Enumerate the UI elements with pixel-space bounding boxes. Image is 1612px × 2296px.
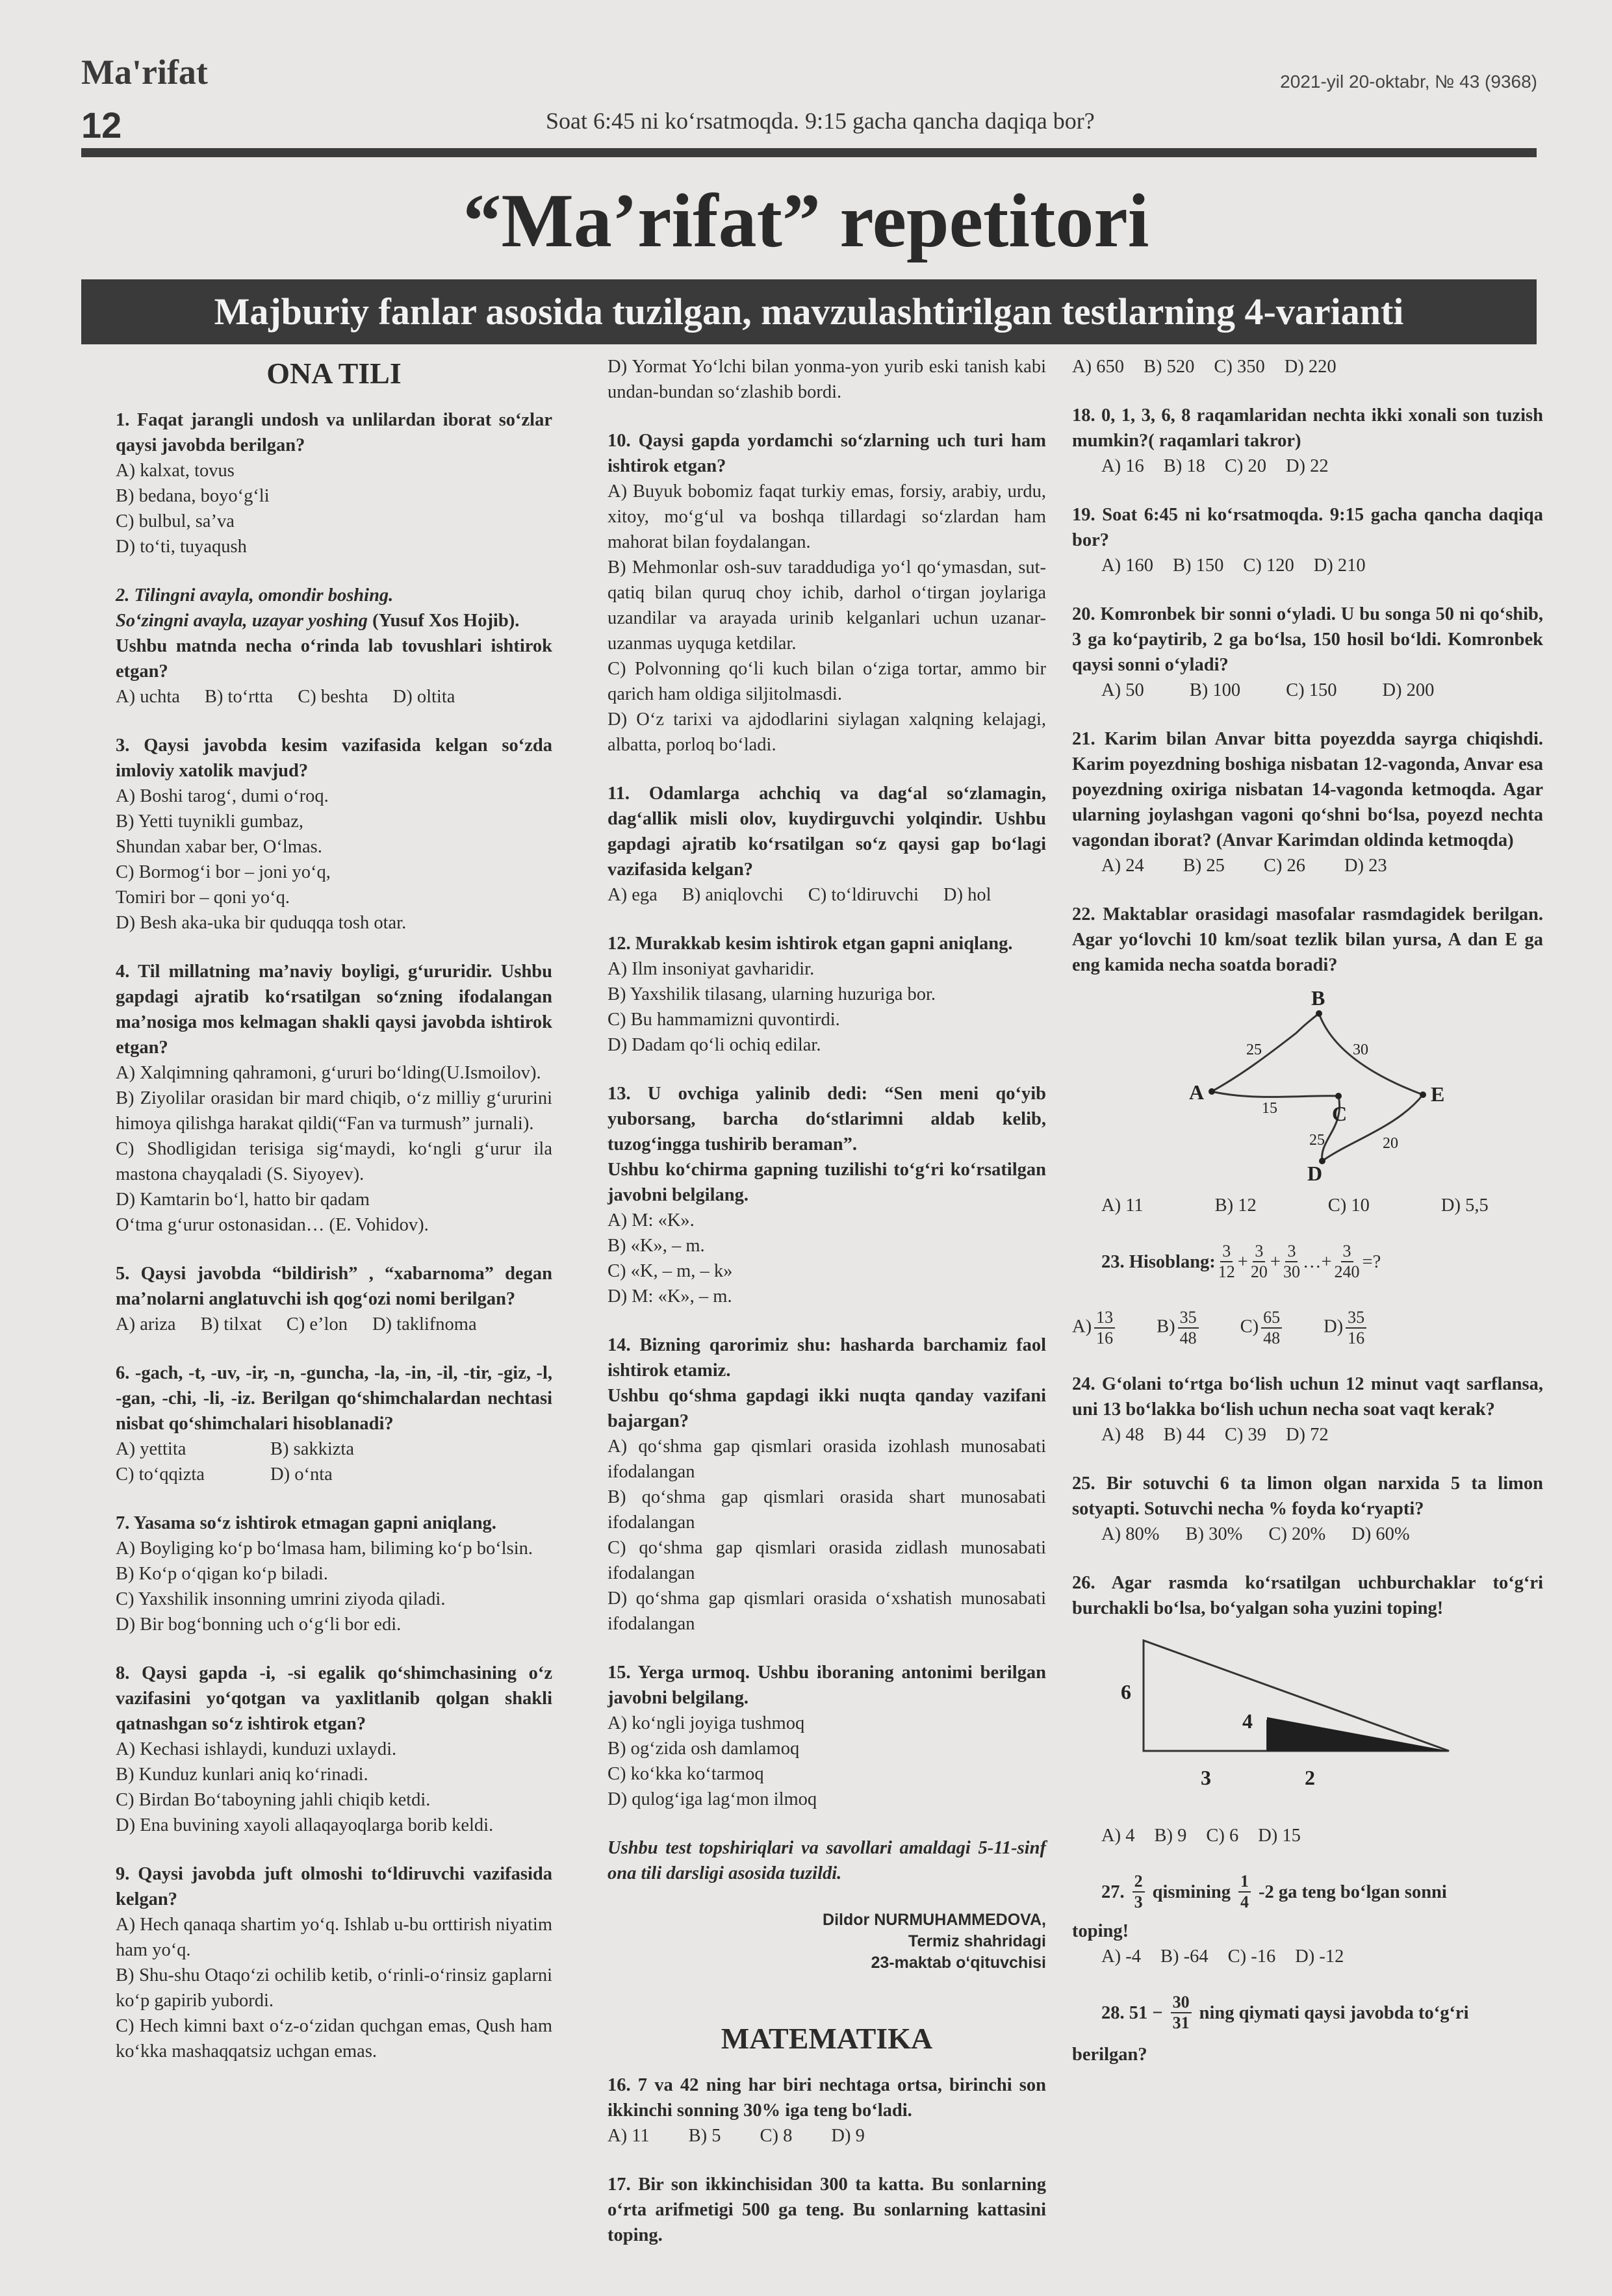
label-c: C xyxy=(1332,1102,1348,1125)
option-c: C) Hech kimni baxt o‘z-o‘zidan quchgan emas, Qush ham ko‘kka mashaqqatsiz uchgan emas. xyxy=(116,2016,552,2061)
question-8 xyxy=(116,1661,552,1838)
option-d: D) M: «K», – m. xyxy=(608,1286,732,1307)
option-b: B) 9 xyxy=(1154,1826,1187,1846)
option-a: A) ko‘ngli joyiga tushmoq xyxy=(608,1713,805,1733)
option-d: D) Yormat Yo‘lchi bilan yonma-yon yurib eski tanish kabi undan-bundan so‘zlashib bordi. xyxy=(608,357,1046,402)
option-a xyxy=(1072,1308,1118,1348)
option-b: B) Shu-shu Otaqo‘zi ochilib ketib, o‘rinli-o‘rinsiz gaplarni ko‘p gapirib yubordi. xyxy=(116,1965,552,2011)
denominator: 240 xyxy=(1334,1262,1360,1281)
author-job: 23-maktab o‘qituvchisi xyxy=(871,1954,1046,1972)
question-text: 3. Qaysi javobda kesim vazifasida kelgan so‘zda imloviy xatolik mavjud? xyxy=(116,735,552,781)
option-d: D) 210 xyxy=(1313,555,1366,576)
question-23 xyxy=(1072,1242,1543,1348)
denominator: 20 xyxy=(1250,1262,1268,1281)
option-b: B) 520 xyxy=(1143,357,1195,377)
option-letter: B) xyxy=(1157,1316,1175,1337)
numerator: 35 xyxy=(1178,1308,1199,1329)
question-16 xyxy=(608,2073,1046,2149)
question-20 xyxy=(1072,602,1543,703)
question-28 xyxy=(1072,1993,1543,2067)
option-b: B) Yaxshilik tilasang, ularning huzuriga bor. xyxy=(608,984,936,1004)
question-text: 12. Murakkab kesim ishtirok etgan gapni aniqlang. xyxy=(608,934,1013,954)
option-a: A) ega xyxy=(608,885,658,905)
option-a: A) qo‘shma gap qismlari orasida izohlash munosabati ifodalangan xyxy=(608,1436,1046,1482)
fraction xyxy=(1094,1308,1115,1348)
option-b: B) Mehmonlar osh-suv taraddudiga yo‘l qo‘ymasdan, sut-qatiq bilan quruq choy ichib, darhol o‘tirgan joylariga uzandilar va arayada urinib kelganlari uchun uzanar-uzanmas uyquga ketdilar. xyxy=(608,557,1046,654)
option-d: D) 23 xyxy=(1344,856,1387,876)
question-text: 1. Faqat jarangli undosh va unlilardan iborat so‘zlar qaysi javobda berilgan? xyxy=(116,410,552,455)
option-a: A) Boshi tarog‘, dumi o‘roq. xyxy=(116,786,329,806)
option-c: C) e’lon xyxy=(286,1314,348,1334)
denominator: 30 xyxy=(1283,1262,1300,1281)
side-label-4: 4 xyxy=(1242,1709,1253,1733)
question-4 xyxy=(116,959,552,1238)
option-b: B) 100 xyxy=(1189,680,1241,700)
question-text: 10. Qaysi gapda yordamchi so‘zlarning uch turi ham ishtirok etgan? xyxy=(608,431,1046,476)
question-label: 23. Hisoblang: xyxy=(1101,1251,1216,1272)
edge-ac xyxy=(1212,1091,1338,1097)
option-b: B) Yetti tuynikli gumbaz, xyxy=(116,811,303,832)
question-25 xyxy=(1072,1471,1543,1547)
question-text: 17. Bir son ikkinchisidan 300 ta katta. Bu sonlarning o‘rta arifmetigi 500 ga teng. Bu sonlarning kattasini toping. xyxy=(608,2175,1046,2245)
question-10 xyxy=(608,428,1046,758)
question-text: 13. U ovchiga yalinib dedi: “Sen meni qo‘yib yuborsang, barcha do‘stlarimni aldab kelib, tuzog‘ingga tushirib beraman”. xyxy=(608,1084,1046,1154)
option-c: C) 150 xyxy=(1286,680,1337,700)
fraction xyxy=(1238,1872,1251,1912)
option-d: D) 22 xyxy=(1285,456,1329,476)
question-text: 16. 7 va 42 ning har biri nechtaga ortsa, birinchi son ikkinchi sonning 30% iga teng bo‘ladi. xyxy=(608,2075,1046,2121)
question-26 xyxy=(1072,1570,1543,1848)
denominator: 4 xyxy=(1240,1893,1249,1911)
denominator: 48 xyxy=(1179,1329,1197,1347)
options-row xyxy=(1072,553,1543,578)
option-a: A) Hech qanaqa shartim yo‘q. Ishlab u-bu orttirish niyatim ham yo‘q. xyxy=(116,1915,552,1960)
question-text: 21. Karim bilan Anvar bitta poyezdda sayrga chiqishdi. Karim poyezdning boshiga nisbatan 12-vagonda, Anvar esa poyezdning oxiriga nisbatan 14-vagonda ketmoqda. Agar ularning joylashgan vagoni qo‘shni bo‘lsa, poyezd nechta vagondan iborat? (Anvar Karimdan oldinda ketmoqda) xyxy=(1072,729,1543,850)
denominator: 16 xyxy=(1096,1329,1114,1347)
running-head: Soat 6:45 ni ko‘rsatmoqda. 9:15 gacha qancha daqiqa bor? xyxy=(546,108,1095,134)
option-d: D) 220 xyxy=(1284,357,1337,377)
options-row xyxy=(1072,1944,1543,1969)
numerator: 13 xyxy=(1094,1308,1115,1329)
question-text: (Yusuf Xos Hojib). xyxy=(372,611,520,631)
author-place: Termiz shahridagi xyxy=(908,1932,1046,1950)
question-2 xyxy=(116,583,552,709)
option-b: B) Ziyolilar orasidan bir mard chiqib, o‘z milliy g‘ururini himoya qilishga harakat qildi(“Fan va turmush” jurnali). xyxy=(116,1088,552,1134)
question-text: 7. Yasama so‘z ishtirok etmagan gapni aniqlang. xyxy=(116,1513,496,1533)
weight-de: 20 xyxy=(1383,1135,1398,1152)
numerator: 35 xyxy=(1346,1308,1366,1329)
weight-be: 30 xyxy=(1353,1041,1368,1058)
option-d: D) 15 xyxy=(1258,1826,1301,1846)
label-a: A xyxy=(1189,1080,1205,1104)
option-d: D) Kamtarin bo‘l, hatto bir qadam xyxy=(116,1190,370,1210)
question-number: 27. xyxy=(1101,1881,1125,1902)
source-note: Ushbu test topshiriqlari va savollari amaldagi 5-11-sinf ona tili darsligi asosida tuzildi. xyxy=(608,1838,1046,1883)
option-c: C) 39 xyxy=(1224,1425,1266,1445)
triangle-figure xyxy=(1072,1621,1543,1816)
question-18 xyxy=(1072,403,1543,479)
option-c: C) Shodligidan terisiga sig‘maydi, ko‘ngli g‘urur ila mastona chayqaladi (S. Siyoyev). xyxy=(116,1139,552,1184)
option-a: A) 11 xyxy=(608,2126,650,2146)
question-14 xyxy=(608,1333,1046,1637)
column-1 xyxy=(116,354,552,2087)
question-text: 23. Hisoblang: $\frac{3}{12}$ + $\frac{3}{20}$ + $\frac{3}{30}$ …+ $\frac{3}{240}$ =? xyxy=(1101,1242,1381,1281)
option-c: C) Polvonning qo‘li kuch bilan o‘ziga tortar, ammo bir qarich ham oldiga siljitolmasdi. xyxy=(608,659,1046,704)
question-19 xyxy=(1072,502,1543,578)
option-c: C) 8 xyxy=(760,2126,793,2146)
question-text-part: qismining xyxy=(1152,1881,1231,1902)
option-d: D) o‘nta xyxy=(270,1464,333,1485)
question-1 xyxy=(116,407,552,559)
edge-ab xyxy=(1212,1014,1319,1091)
option-a: A) Xalqimning qahramoni, g‘ururi bo‘lding(U.Ismoilov). xyxy=(116,1063,541,1083)
option-letter: A) xyxy=(1072,1316,1092,1337)
question-text: 18. 0, 1, 3, 6, 8 raqamlaridan nechta ikki xonali son tuzish mumkin?( raqamlari takror) xyxy=(1072,405,1543,451)
option-b: B) 44 xyxy=(1163,1425,1205,1445)
option-b: B) bedana, boyo‘g‘li xyxy=(116,486,270,506)
options-row xyxy=(1072,1522,1543,1547)
option-d: D) 60% xyxy=(1351,1524,1410,1544)
question-text-part: toping! xyxy=(1072,1921,1129,1941)
option-d: D) hol xyxy=(943,885,992,905)
question-text: 26. Agar rasmda ko‘rsatilgan uchburchaklar to‘g‘ri burchakli bo‘lsa, bo‘yalgan soha yuzini toping! xyxy=(1072,1573,1543,1618)
option-d: D) Besh aka-uka bir quduqqa tosh otar. xyxy=(116,913,407,933)
option-a: A) 50 xyxy=(1101,680,1144,700)
option-a: A) 160 xyxy=(1101,555,1153,576)
option-b: B) to‘rtta xyxy=(204,687,274,707)
fraction xyxy=(1132,1872,1145,1912)
option-c xyxy=(1240,1308,1285,1348)
question-text: 19. Soat 6:45 ni ko‘rsatmoqda. 9:15 gacha qancha daqiqa bor? xyxy=(1072,505,1543,550)
question-text-part: ning qiymati qaysi javobda to‘g‘ri xyxy=(1199,2002,1469,2023)
option-letter: D) xyxy=(1324,1316,1344,1337)
numerator: 1 xyxy=(1238,1872,1251,1893)
option-letter: C) xyxy=(1240,1316,1259,1337)
options-row xyxy=(1072,1823,1543,1848)
question-5 xyxy=(116,1261,552,1337)
options-row xyxy=(1072,678,1543,703)
option-c: C) 20 xyxy=(1224,456,1266,476)
numerator: 2 xyxy=(1132,1872,1145,1893)
options-row xyxy=(608,2123,1046,2149)
option-b: B) 150 xyxy=(1172,555,1224,576)
numerator: 3 xyxy=(1220,1242,1233,1262)
author-name: Dildor NURMUHAMMEDOVA, xyxy=(823,1911,1046,1929)
question-15 xyxy=(608,1660,1046,1812)
numerator: 65 xyxy=(1261,1308,1282,1329)
question-text: 2. Tilingni avayla, omondir boshing. xyxy=(116,585,394,606)
denominator: 31 xyxy=(1172,2013,1190,2032)
question-text: 6. -gach, -t, -uv, -ir, -n, -guncha, -la, -in, -il, -tir, -giz, -l, -gan, -chi, -li, -iz. Berilgan qo‘shimchalardan nechtasi nisbat qo‘shimchalari hisoblanadi? xyxy=(116,1363,552,1434)
fraction xyxy=(1251,1242,1268,1282)
question-17-options xyxy=(1072,354,1543,379)
weight-ac: 15 xyxy=(1262,1100,1277,1117)
column-3 xyxy=(1072,354,1543,2091)
option-d: D) taklifnoma xyxy=(372,1314,477,1334)
option-a: A) kalxat, tovus xyxy=(116,461,235,481)
denominator: 3 xyxy=(1134,1893,1143,1911)
node-e xyxy=(1420,1091,1426,1098)
option-b: B) 18 xyxy=(1163,456,1205,476)
question-text: Ushbu matnda necha o‘rinda lab tovushlari ishtirok etgan? xyxy=(116,636,552,682)
option-b: B) 30% xyxy=(1185,1524,1243,1544)
option-d: D) 9 xyxy=(831,2126,865,2146)
option-d: D) oltita xyxy=(392,687,455,707)
option-d: D) 5,5 xyxy=(1440,1195,1489,1216)
question-text: 14. Bizning qarorimiz shu: hasharda barchamiz faol ishtirok etamiz. xyxy=(608,1335,1046,1381)
option-a: A) Ilm insoniyat gavharidir. xyxy=(608,959,815,979)
option-b: B) -64 xyxy=(1160,1946,1209,1967)
issue-date: 2021-yil 20-oktabr, № 43 (9368) xyxy=(1280,71,1537,92)
option-c: C) 120 xyxy=(1243,555,1294,576)
option-a: A) 650 xyxy=(1072,357,1124,377)
option-d: D) Bir bog‘bonning uch o‘g‘li bor edi. xyxy=(116,1614,402,1635)
fraction xyxy=(1335,1242,1360,1282)
node-a xyxy=(1209,1088,1215,1095)
denominator: 12 xyxy=(1218,1262,1235,1281)
question-13 xyxy=(608,1081,1046,1309)
option-a: A) 16 xyxy=(1101,456,1144,476)
option-d: D) O‘z tarixi va ajdodlarini siylagan xalqning kelajagi, albatta, porloq bo‘ladi. xyxy=(608,709,1046,755)
option-c: C) bulbul, sa’va xyxy=(116,511,235,531)
fraction xyxy=(1171,1993,1192,2033)
question-24 xyxy=(1072,1371,1543,1448)
option-a: A) -4 xyxy=(1101,1946,1141,1967)
option-c: C) 350 xyxy=(1214,357,1265,377)
question-12 xyxy=(608,931,1046,1058)
option-a: A) 48 xyxy=(1101,1425,1144,1445)
section-banner: Majburiy fanlar asosida tuzilgan, mavzulashtirilgan testlarning 4-varianti xyxy=(81,279,1537,344)
matematika-heading: MATEMATIKA xyxy=(721,2022,933,2055)
fraction xyxy=(1283,1242,1300,1282)
weight-cd: 25 xyxy=(1309,1132,1325,1149)
option-b: B) Ko‘p o‘qigan ko‘p biladi. xyxy=(116,1564,328,1584)
option-c: C) 6 xyxy=(1206,1826,1239,1846)
option-d: D) Ena buvining xayoli allaqayoqlarga borib keldi. xyxy=(116,1815,494,1835)
question-text xyxy=(1072,1993,1543,2033)
option-c: C) qo‘shma gap qismlari orasida zidlash munosabati ifodalangan xyxy=(608,1538,1046,1583)
option-c: C) -16 xyxy=(1227,1946,1276,1967)
header-rule xyxy=(81,148,1537,157)
option-a: A) 24 xyxy=(1101,856,1144,876)
question-text xyxy=(1072,1872,1543,1912)
label-d: D xyxy=(1307,1162,1323,1185)
question-text: Ushbu ko‘chirma gapning tuzilishi to‘g‘ri ko‘rsatilgan javobni belgilang. xyxy=(608,1160,1046,1205)
question-22 xyxy=(1072,902,1543,1218)
option-a: A) Boyliging ko‘p bo‘lmasa ham, biliming ko‘p bo‘lsin. xyxy=(116,1538,533,1559)
question-21 xyxy=(1072,726,1543,878)
option-c: C) to‘ldiruvchi xyxy=(808,885,919,905)
option-b xyxy=(1157,1308,1201,1348)
options-row xyxy=(1072,453,1543,479)
option-c: C) Birdan Bo‘taboyning jahli chiqib ketdi. xyxy=(116,1790,431,1810)
option-a: A) uchta xyxy=(116,687,180,707)
option-b: B) aniqlovchi xyxy=(682,885,784,905)
option-b: B) og‘zida osh damlamoq xyxy=(608,1739,800,1759)
fraction xyxy=(1218,1242,1235,1282)
question-text: 9. Qaysi javobda juft olmoshi to‘ldiruvchi vazifasida kelgan? xyxy=(116,1864,552,1909)
option-a: A) 4 xyxy=(1101,1826,1135,1846)
option-b: B) sakkizta xyxy=(270,1439,355,1459)
option-d-line2: O‘tma g‘urur ostonasidan… (E. Vohidov). xyxy=(116,1215,429,1235)
numerator: 3 xyxy=(1253,1242,1265,1262)
option-c: C) to‘qqizta xyxy=(116,1464,205,1485)
weight-ab: 25 xyxy=(1246,1041,1262,1058)
distance-graph xyxy=(1072,978,1543,1186)
masthead-logo: Ma'rifat xyxy=(81,53,208,92)
option-a: A) Kechasi ishlaydi, kunduzi uxlaydi. xyxy=(116,1739,397,1759)
edge-be xyxy=(1319,1014,1423,1095)
question-text: 20. Komronbek bir sonni o‘yladi. U bu songa 50 ni qo‘shib, 3 ga ko‘paytirib, 2 ga bo‘lsa, 150 hosil bo‘ldi. Komronbek qaysi sonni o‘yladi? xyxy=(1072,604,1543,675)
option-d: D) qo‘shma gap qismlari orasida o‘xshatish munosabati ifodalangan xyxy=(608,1588,1046,1634)
option-c: C) «K, – m, – k» xyxy=(608,1261,733,1281)
options-row xyxy=(116,684,552,709)
option-a: A) 11 xyxy=(1101,1195,1144,1216)
option-c: C) beshta xyxy=(298,687,368,707)
options-row xyxy=(116,1312,552,1337)
options-row xyxy=(116,1436,552,1462)
option-d: D) qulog‘iga lag‘mon ilmoq xyxy=(608,1789,817,1809)
question-6 xyxy=(116,1360,552,1487)
ona-tili-heading: ONA TILI xyxy=(266,357,402,390)
option-c-line2: Tomiri bor – qoni yo‘q. xyxy=(116,887,290,908)
fraction xyxy=(1178,1308,1199,1348)
fraction xyxy=(1346,1308,1366,1348)
question-7 xyxy=(116,1511,552,1637)
question-text: 11. Odamlarga achchiq va dag‘al so‘zlamagin, dag‘allik misli olov, kuydirguvchi yolqindir. Ushbu gapdagi ajratib ko‘rsatilgan so‘z qaysi gap bo‘lagi vazifasida kelgan? xyxy=(608,784,1046,880)
options-row xyxy=(1072,1422,1543,1448)
node-c xyxy=(1335,1093,1342,1099)
page-title: “Ma’rifat” repetitori xyxy=(463,178,1149,263)
numerator: 3 xyxy=(1341,1242,1353,1262)
option-b: B) Kunduz kunlari aniq ko‘rinadi. xyxy=(116,1765,368,1785)
question-text-part: berilgan? xyxy=(1072,2045,1147,2065)
question-17 xyxy=(608,2172,1046,2248)
question-27 xyxy=(1072,1872,1543,1969)
question-3 xyxy=(116,733,552,936)
option-d: D) -12 xyxy=(1295,1946,1344,1967)
option-c: C) Yaxshilik insonning umrini ziyoda qiladi. xyxy=(116,1589,446,1609)
option-a: A) ariza xyxy=(116,1314,176,1334)
option-c: C) 20% xyxy=(1268,1524,1326,1544)
page-number: 12 xyxy=(81,105,122,146)
question-text: 8. Qaysi gapda -i, -si egalik qo‘shimchasining o‘z vazifasini yo‘qotgan va yaxlitlanib qolgan shakli qatnashgan so‘z ishtirok etgan? xyxy=(116,1663,552,1734)
question-11 xyxy=(608,781,1046,908)
question-text: 22. Maktablar orasidagi masofalar rasmdagidek berilgan. Agar yo‘lovchi 10 km/soat tezlik bilan yursa, A dan E ga eng kamida necha soatda boradi? xyxy=(1072,904,1543,975)
option-a: A) Buyuk bobomiz faqat turkiy emas, forsiy, arabiy, urdu, xitoy, mo‘g‘ul va boshqa tillardagi so‘zlardan ham mahorat bilan foydalangan. xyxy=(608,481,1046,552)
option-b: B) 25 xyxy=(1183,856,1225,876)
fraction xyxy=(1261,1308,1282,1348)
option-a: A) M: «K». xyxy=(608,1210,695,1231)
label-b: B xyxy=(1311,986,1325,1010)
numerator: 30 xyxy=(1171,1993,1192,2013)
side-label-3: 3 xyxy=(1201,1766,1211,1789)
numerator: 3 xyxy=(1285,1242,1298,1262)
node-b xyxy=(1316,1010,1322,1017)
question-text: 4. Til millatning ma’naviy boyligi, g‘ururidir. Ushbu gapdagi ajratib ko‘rsatilgan so‘zning ifodalangan ma’nosiga mos kelmagan shakli qaysi javobda ishtirok etgan? xyxy=(116,962,552,1058)
label-e: E xyxy=(1431,1082,1445,1106)
option-d: D) Dadam qo‘li ochiq edilar. xyxy=(608,1035,821,1055)
options-row xyxy=(608,882,1046,908)
question-9 xyxy=(116,1861,552,2064)
equals: =? xyxy=(1362,1251,1381,1272)
option-c: C) ko‘kka ko‘tarmoq xyxy=(608,1764,764,1784)
option-a: A) 80% xyxy=(1101,1524,1160,1544)
option-b: B) «K», – m. xyxy=(608,1236,705,1256)
option-c: C) 10 xyxy=(1327,1195,1370,1216)
question-text: 25. Bir sotuvchi 6 ta limon olgan narxida 5 ta limon sotyapti. Sotuvchi necha % foyda ko‘ryapti? xyxy=(1072,1473,1543,1519)
option-b: B) qo‘shma gap qismlari orasida shart munosabati ifodalangan xyxy=(608,1487,1046,1533)
question-text-part: -2 ga teng bo‘lgan sonni xyxy=(1259,1881,1447,1902)
question-text: 24. G‘olani to‘rtga bo‘lish uchun 12 minut vaqt sarflansa, uni 13 bo‘lakka bo‘lish uchun necha soat vaqt kerak? xyxy=(1072,1374,1543,1420)
option-c: C) 26 xyxy=(1263,856,1305,876)
side-label-2: 2 xyxy=(1305,1766,1315,1789)
option-d xyxy=(1324,1308,1369,1348)
option-b: B) tilxat xyxy=(200,1314,262,1334)
option-b: B) 12 xyxy=(1214,1195,1257,1216)
options-row xyxy=(1072,1193,1543,1218)
side-label-6: 6 xyxy=(1121,1680,1131,1703)
question-text: Ushbu qo‘shma gapdagi ikki nuqta qanday vazifani bajargan? xyxy=(608,1386,1046,1431)
question-text: 15. Yerga urmoq. Ushbu iboraning antonimi berilgan javobni belgilang. xyxy=(608,1663,1046,1708)
option-c: C) Bormog‘i bor – joni yo‘q, xyxy=(116,862,331,882)
denominator: 48 xyxy=(1263,1329,1281,1347)
question-text: So‘zingni avayla, uzayar yoshing xyxy=(116,611,368,631)
column-2 xyxy=(608,354,1046,2271)
options-row xyxy=(1072,853,1543,878)
shaded-region xyxy=(1267,1717,1449,1751)
option-d: D) 72 xyxy=(1285,1425,1329,1445)
option-d: D) 200 xyxy=(1382,680,1435,700)
option-b-line2: Shundan xabar ber, O‘lmas. xyxy=(116,837,322,857)
option-c: C) Bu hammamizni quvontirdi. xyxy=(608,1010,840,1030)
option-d: D) to‘ti, tuyaqush xyxy=(116,537,247,557)
option-b: B) 5 xyxy=(688,2126,721,2146)
options-row xyxy=(1072,1308,1543,1348)
options-row xyxy=(116,1462,552,1487)
question-text-part: 28. 51 − xyxy=(1101,2002,1163,2023)
denominator: 16 xyxy=(1348,1329,1365,1347)
option-a: A) yettita xyxy=(116,1439,186,1459)
question-text: 5. Qaysi javobda “bildirish” , “xabarnoma” degan ma’nolarni anglatuvchi ish qog‘ozi nomi berilgan? xyxy=(116,1264,552,1309)
